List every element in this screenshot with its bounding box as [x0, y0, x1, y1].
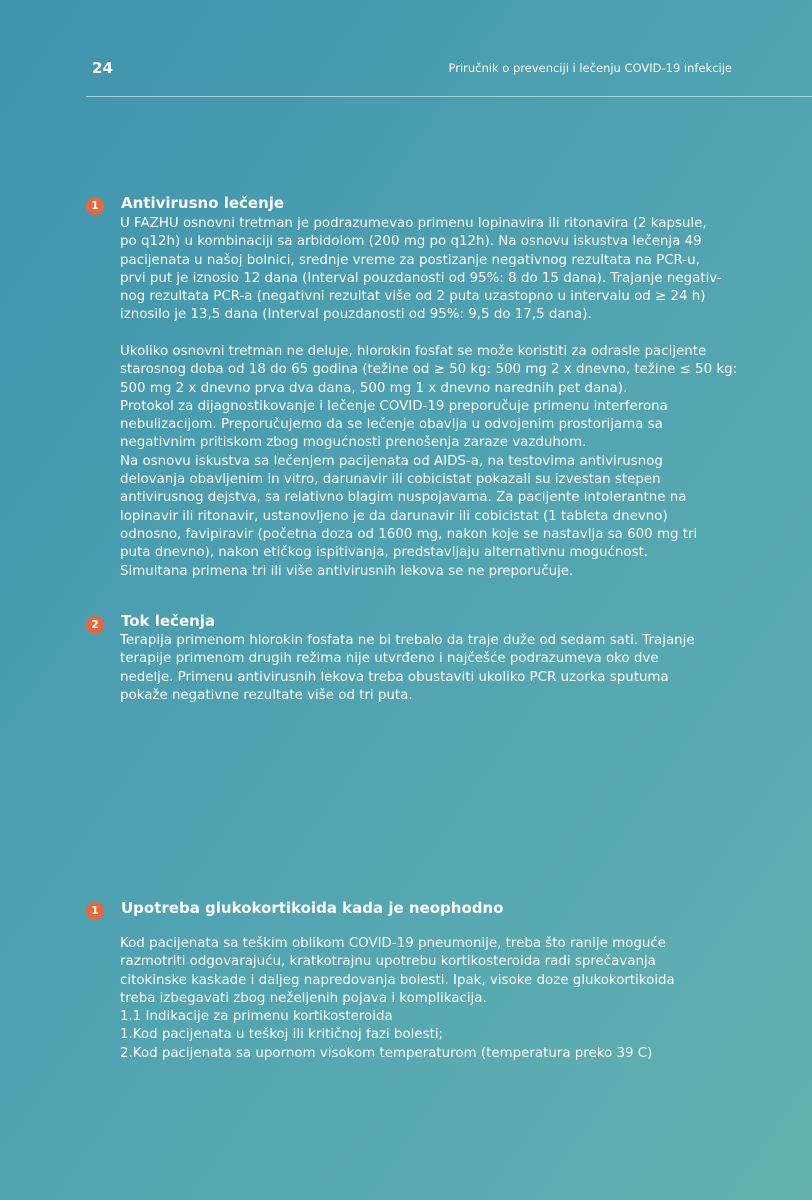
section-paragraph: Kod pacijenata sa teškim oblikom COVID-19 pneumonije, treba što ranije moguće razmotriti odgovarajuću, kratkotrajnu upotrebu kortikosteroida radi sprečavanja citokinske kaskade i daljeg napredovanja bolesti. Ipak, visoke doze glukokortikoida treba izbegavati zbog neželjenih pojava i komplikacija. 1.1 Indikacije za primenu kortikosteroida 1.Kod pacijenata u teškoj ili kritičnoj fazi bolesti; 2.Kod pacijenata sa upornom visokom temperaturom (temperatura preko 39 C): [120, 936, 675, 1061]
section-title: Upotreba glukokortikoida kada je neophodno: [121, 899, 504, 917]
section-number-badge: 2: [86, 616, 104, 634]
section-paragraph: Ukoliko osnovni tretman ne deluje, hlorokin fosfat se može koristiti za odrasle pacijente starosnog doba od 18 do 65 godina (težine od ≥ 50 kg: 500 mg 2 x dnevno, težine ≤ 50 kg: 500 mg 2 x dnevno prva dva dana, 500 mg 1 x dnevno narednih pet dana). Protokol za dijagnostikovanje i lečenje COVID-19 preporučuje primenu interferona nebulizacijom. Preporučujemo da se lečenje obavlja u odvojenim prostorijama sa negativnim pritiskom zbog mogućnosti prenošenja zaraze vazduhom. Na osnovu iskustva sa lečenjem pacijenata od AIDS-a, na testovima antivirusnog delovanja obavljenim in vitro, darunavir ili cobicistat pokazali su izvestan stepen antivirusnog dejstva, sa relativno blagim nuspojavama. Za pacijente intolerantne na lopinavir ili ritonavir, ustanovljeno je da darunavir ili cobicistat (1 tableta dnevno) odnosno, favipiravir (početna doza od 1600 mg, nakon koje se nastavlja sa 600 mg tri puta dnevno), nakon etičkog ispitivanja, predstavljaju alternativnu mogućnost. Simultana primena tri ili više antivirusnih lekova se ne preporučuje.: [120, 344, 738, 579]
section-title: Tok lečenja: [121, 612, 216, 630]
page-number: 24: [92, 59, 114, 77]
section-paragraph: U FAZHU osnovni tretman je podrazumevao primenu lopinavira ili ritonavira (2 kapsule, po q12h) u kombinaciji sa arbidolom (200 mg po q12h). Na osnovu iskustva lečenja 49 pacijenata u našoj bolnici, srednje vreme za postizanje negativnog rezultata na PCR-u, prvi put je iznosio 12 dana (Interval pouzdanosti od 95%: 8 do 15 dana). Trajanje negativ- nog rezultata PCR-a (negativni rezultat više od 2 puta uzastopno u intervalu od ≥ 24 h) iznosilo je 13,5 dana (Interval pouzdanosti od 95%: 9,5 do 17,5 dana).: [120, 216, 722, 323]
section-title: Antivirusno lečenje: [121, 194, 285, 212]
section-number-badge: 1: [86, 902, 104, 920]
running-header: Priručnik o prevenciji i lečenju COVID-19 infekcije: [448, 61, 732, 75]
header-rule: [86, 96, 812, 97]
section-paragraph: Terapija primenom hlorokin fosfata ne bi trebalo da traje duže od sedam sati. Trajanje terapije primenom drugih režima nije utvrđeno i najčešće podrazumeva oko dve nedelje. Primenu antivirusnih lekova treba obustaviti ukoliko PCR uzorka sputuma pokaže negativne rezultate više od tri puta.: [120, 633, 695, 703]
section-number-badge: 1: [86, 197, 104, 215]
